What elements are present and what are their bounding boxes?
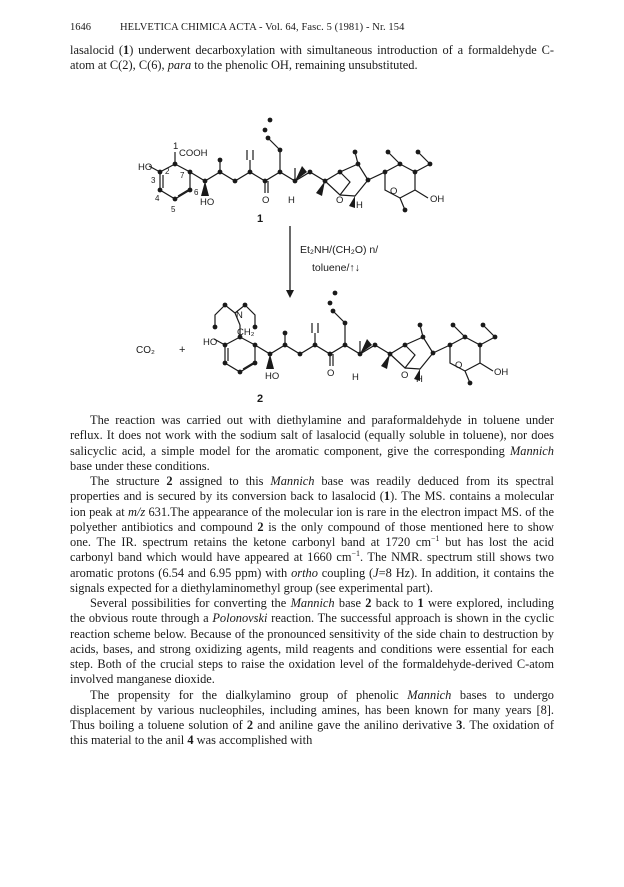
p3-a: Several possibilities for converting the [90,596,291,610]
label-n2: 2 [165,167,170,176]
p4-mannich: Mannich [407,687,452,702]
label-n4: 4 [155,194,160,203]
page-number: 1646 [70,22,91,33]
p2-c2: 2 [166,474,173,488]
body-text [70,413,554,749]
p3-c1: 1 [417,596,424,610]
label-ho2: HO [200,197,215,208]
plus-sign: + [179,344,186,356]
p4-c4: 4 [187,733,194,748]
label-oh: OH [430,194,445,205]
running-head: HELVETICA CHIMICA ACTA - Vol. 64, Fasc. 5 (1981) - Nr. 154 [120,22,405,33]
p4-c3: 3 [456,718,463,732]
p2-a: The structure [90,474,167,488]
p3-b: base [334,596,366,610]
p3-c: back to [371,596,418,610]
p2-f: is the only compound of those mentioned here to show one. The IR. spectrum retains the ketone carbonyl band at 1720 cm [70,519,554,549]
p2-h: . The NMR. spectrum still shows two aromatic protons (6.54 and 6.95 ppm) with [70,550,554,580]
label-ho: HO [138,162,153,173]
label-ho2-2: HO [265,371,280,382]
p2-g: but has lost the acid carbonyl band which would have appeared at 1660 cm [70,535,555,565]
label-o-ring2-2: O [455,360,463,371]
p1-text: The reaction was carried out with diethylamine and paraformaldehyde in toluene under reflux. It does not work with the sodium salt of lasalocid (equally soluble in toluene), nor does salicyclic acid, a simple model for the aromatic component, give the corresponding [70,413,554,458]
p4-a: The propensity for the dialkylamino group of phenolic [90,687,408,702]
paragraph-4 [70,688,554,749]
p4-e: was accomplished with [193,733,313,748]
p4-c2: 2 [246,718,254,732]
p2-mannich: Mannich [270,474,315,488]
p3-e: reaction. The successful approach is shown in the cyclic reaction scheme below. Because of the pronounced sensitivity of the side chain to destruction by acids, bases, and strong oxidizing agents, mild reagents and conditions were essential for each step. Both of the crucial steps to raise the oxidation level of the formaldehyde-derived C-atom involved manganese dioxide. [70,611,554,687]
p3-mannich: Mannich [290,596,335,610]
label-n3: 3 [151,176,156,185]
p2-ortho: ortho [291,565,318,580]
label-o-keto: O [262,195,270,206]
p1-mannich: Mannich [509,443,554,458]
label-cooh: COOH [179,148,208,159]
p4-c: and aniline gave the anilino derivative [253,718,457,732]
p3-polonovski: Polonovski [212,611,268,626]
label-n: N [236,310,243,321]
label-o-keto-2: O [327,368,335,379]
compound-2-number: 2 [257,393,264,405]
label-o-ring2: O [390,186,398,197]
compound-ref-1: 1 [123,43,130,57]
label-n7: 7 [180,171,185,180]
reagent-line-2: toluene/↑↓ [312,262,360,274]
compound-1-number: 1 [257,213,264,225]
label-oh-2: OH [494,367,509,378]
label-o-ring1: O [336,195,344,206]
p2-c2b: 2 [257,519,264,534]
p2-d: ). The MS. contains a molecular ion peak at [70,489,554,519]
co2-label: CO₂ [136,345,155,356]
paragraph-1 [70,413,554,474]
p4-d: . The oxidation of this material to the anil [70,718,554,748]
label-ho-2: HO [203,337,218,348]
p2-b: assigned to this [172,474,271,488]
label-n1: 1 [173,141,179,152]
label-h1-2: H [352,372,359,383]
label-h2-2: H [416,374,423,385]
p2-i: coupling ( [317,565,374,580]
p2-k: =8 Hz). In addition, it contains the signals expected for a diethylaminomethyl group (see experimental part). [70,565,554,595]
intro-text-2: ) underwent decarboxylation with simultaneous introduction of a formaldehyde C-atom at C(2), C(6), [70,43,554,73]
label-ch2: CH₂ [237,327,255,338]
intro-text-3: to the phenolic OH, remaining unsubstituted. [191,58,418,73]
p3-d: were explored, including the obvious route through a [70,596,555,626]
label-o-ring1-2: O [401,370,409,381]
paragraph-3 [70,596,554,688]
paragraph-2 [70,474,554,596]
intro-text-1: lasalocid ( [70,43,124,57]
p1-end: base under these conditions. [70,458,210,473]
label-h2: H [356,200,363,211]
label-h1: H [288,195,295,206]
label-n5: 5 [171,205,176,214]
label-n6: 6 [194,188,199,197]
p2-sup2: −1 [351,549,361,559]
reagent-line-1: Et₂NH/(CH₂O) n/ [300,244,379,256]
reaction-arrow [286,226,294,298]
compound-1-wedges [158,118,433,213]
p2-sup1: −1 [431,534,440,543]
intro-para-word: para [167,58,192,73]
p2-c: base was readily deduced from its spectral properties and is secured by its conversion back to lasalocid ( [70,474,554,504]
p2-j: J [373,565,379,580]
p2-e: 631.The appearance of the molecular ion is rare in the electron impact MS. of the polyether antibiotics and compound [70,504,555,534]
p2-mz: m/z [127,504,146,519]
p4-b: bases to undergo displacement by various nucleophiles, including amines, has been known for many years [8]. Thus boiling a toluene solution of [70,687,554,732]
p2-c1: 1 [383,489,391,504]
p3-c2: 2 [365,596,372,610]
reaction-scheme [0,0,624,410]
